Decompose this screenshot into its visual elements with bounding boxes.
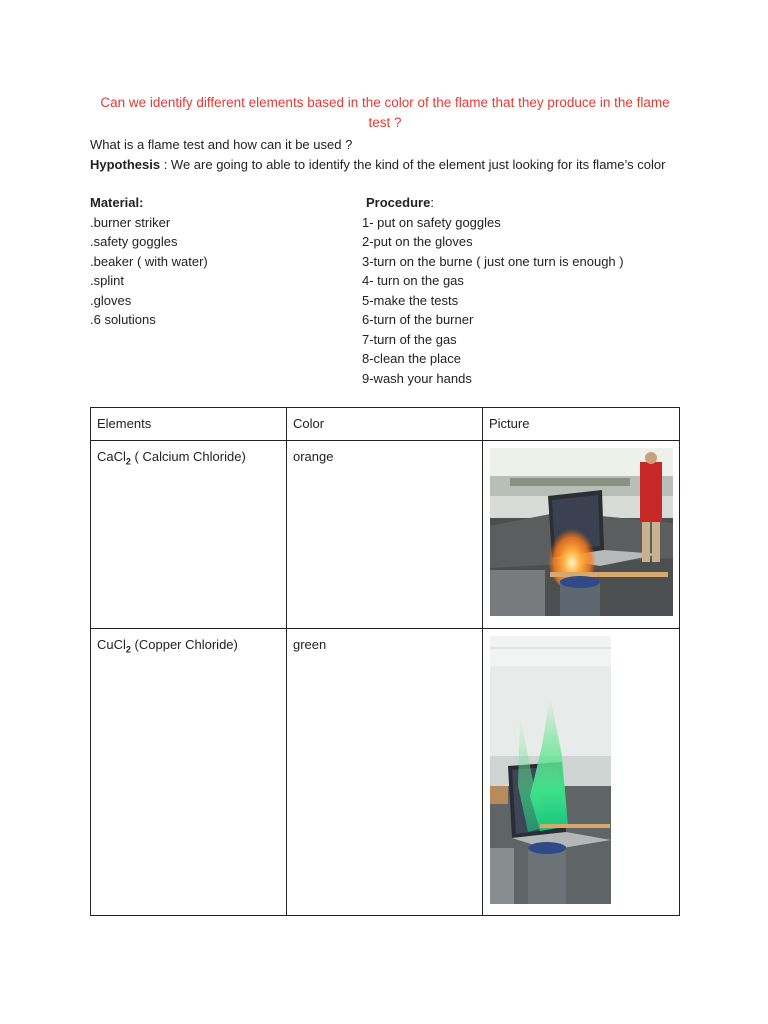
elements-table [90,407,680,916]
material-item: .safety goggles [90,234,178,249]
material-item: .beaker ( with water) [90,253,208,269]
procedure-step: 2-put on the gloves [362,234,473,249]
procedure-heading: Procedure [366,195,431,210]
formula: CaCl [97,449,126,464]
procedure-step: 1- put on safety goggles [362,214,501,230]
procedure-step: 8-clean the place [362,351,462,366]
material-heading: Material: [90,195,144,210]
header-elements: Elements [91,408,287,441]
orange-flame-photo [490,448,673,616]
header-color: Color [287,408,483,441]
procedure-step: 4- turn on the gas [362,273,464,288]
page-title: Can we identify different elements based in the color of the flame that they produce in the flame test ? [100,95,670,130]
question-text: What is a flame test and how can it be used ? [90,137,353,152]
header-picture: Picture [483,408,680,441]
formula-subscript: 2 [125,644,131,655]
procedure-step: 6-turn of the burner [362,312,474,327]
procedure-step: 9-wash your hands [362,370,472,386]
hypothesis-label: Hypothesis [90,157,161,172]
procedure-colon: : [430,195,434,210]
formula-subscript: 2 [125,456,131,467]
color-cell: orange [287,441,483,629]
material-item: .burner striker [90,214,171,230]
procedure-step: 3-turn on the burne ( just one turn is enough ) [362,253,624,269]
element-cell [91,629,287,916]
orange-flame-photo-image [490,448,673,616]
table-row [91,629,680,916]
green-flame-photo [490,636,611,904]
picture-cell [483,441,680,629]
hypothesis [90,155,680,175]
procedure-list [362,193,682,388]
element-name: (Copper Chloride) [130,637,238,652]
procedure-step: 7-turn of the gas [362,331,457,347]
material-item: .gloves [90,292,132,308]
picture-cell [483,629,680,916]
formula: CuCl [97,637,126,652]
element-name: ( Calcium Chloride) [130,449,246,464]
procedure-step: 5-make the tests [362,292,459,308]
material-item: .6 solutions [90,312,156,327]
element-cell [91,441,287,629]
material-list [90,193,340,330]
table-row [91,441,680,629]
green-flame-photo-image [490,636,611,904]
table-header-row [91,408,680,441]
color-cell: green [287,629,483,916]
hypothesis-text: : We are going to able to identify the kind of the element just looking for its flame’s color [160,157,666,172]
material-item: .splint [90,273,124,288]
